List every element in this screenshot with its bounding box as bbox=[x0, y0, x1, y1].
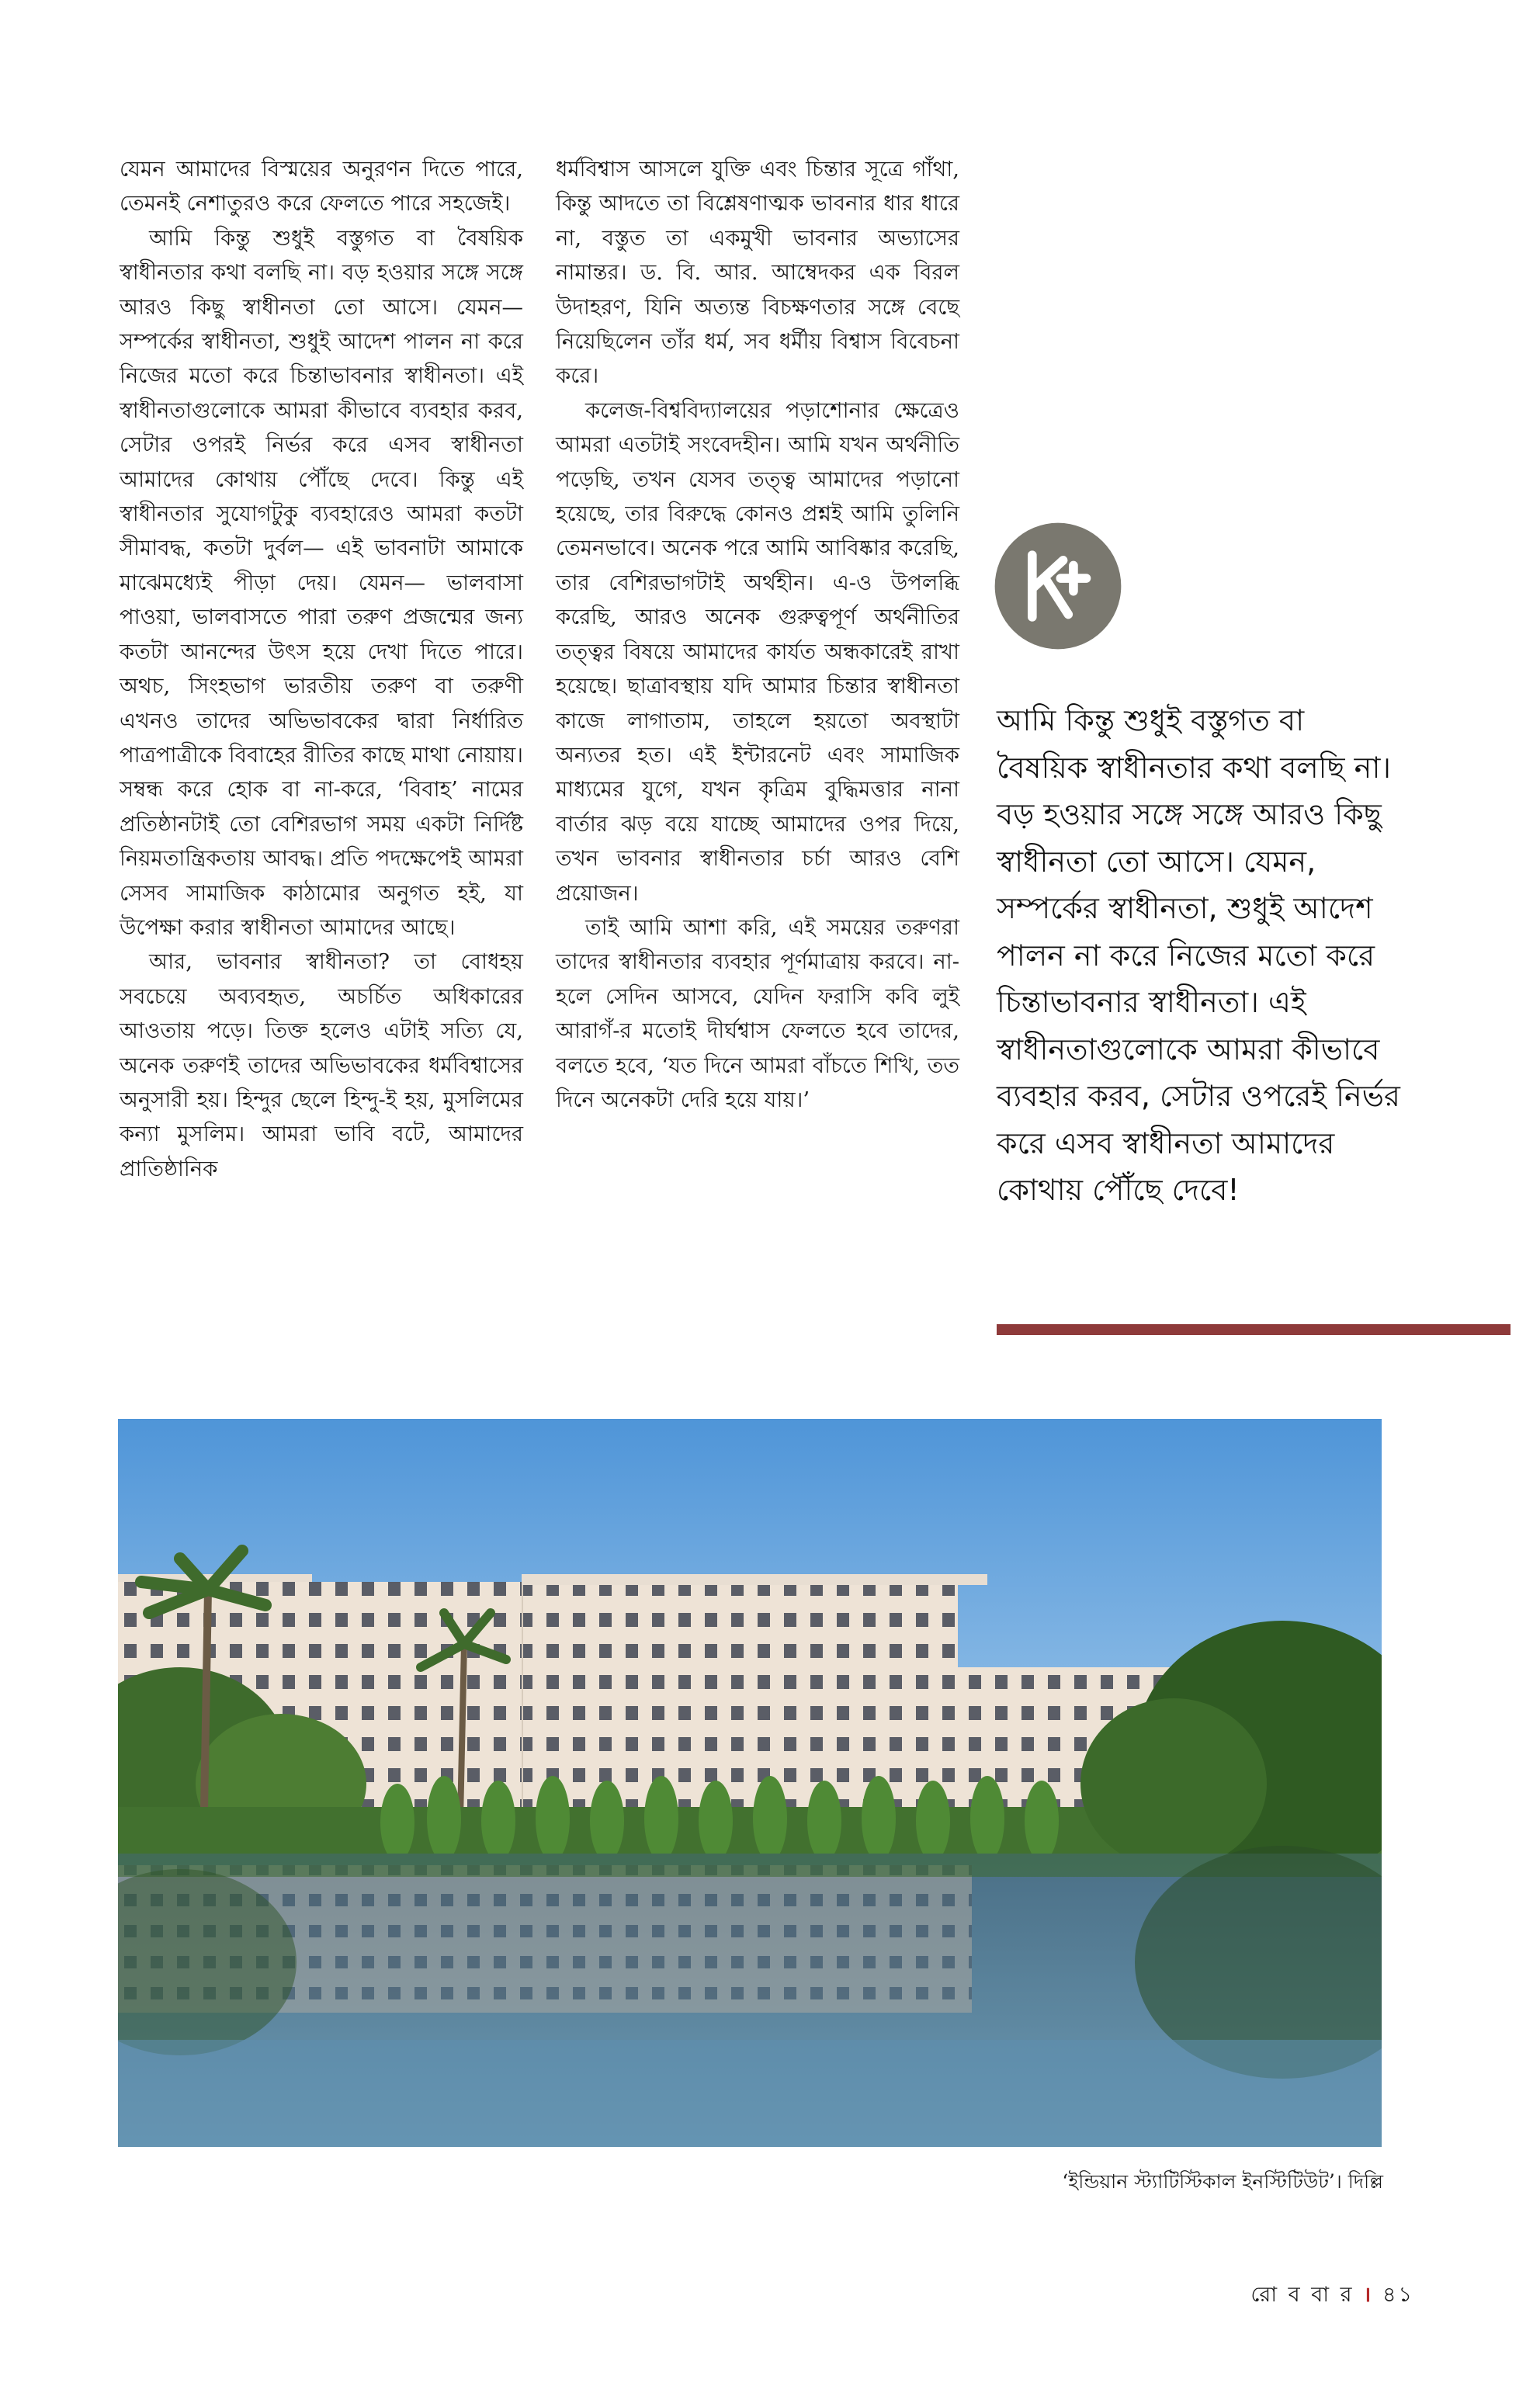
article-column-2 bbox=[556, 152, 959, 1117]
article-paragraph: ধর্মবিশ্বাস আসলে যুক্তি এবং চিন্তার সূত্রে গাঁথা, কিন্তু আদতে তা বিশ্লেষণাত্মক ভাবনার ধার ধারে না, বস্তুত তা একমুখী ভাবনার অভ্যাসের নামান্তর। ড. বি. আর. আম্বেদকর এক বিরল উদাহরণ, যিনি অত্যন্ত বিচক্ষণতার সঙ্গে বেছে নিয়েছিলেন তাঁর ধর্ম, সব ধর্মীয় বিশ্বাস বিবেচনা করে। bbox=[556, 157, 959, 389]
institute-photo bbox=[118, 1419, 1382, 2147]
logo-badge-icon bbox=[994, 522, 1122, 650]
article-paragraph: কলেজ-বিশ্ববিদ্যালয়ের পড়াশোনার ক্ষেত্রেও আমরা এতটাই সংবেদহীন। আমি যখন অর্থনীতি পড়েছি, তখন যেসব তত্ত্ব আমাদের পড়ানো হয়েছে, তার বিরুদ্ধে কোনও প্রশ্নই আমি তুলিনি তেমনভাবে। অনেক পরে আমি আবিষ্কার করেছি, তার বেশিরভাগটাই অর্থহীন। এ-ও উপলব্ধি করেছি, আরও অনেক গুরুত্বপূর্ণ অর্থনীতির তত্ত্বর বিষয়ে আমাদের কার্যত অন্ধকারেই রাখা হয়েছে। ছাত্রাবস্থায় যদি আমার চিন্তার স্বাধীনতা কাজে লাগাতাম, তাহলে হয়তো অবস্থাটা অন্যতর হত। এই ইন্টারনেট এবং সামাজিক মাধ্যমের যুগে, যখন কৃত্রিম বুদ্ধিমত্তার নানা বার্তার ঝড় বয়ে যাচ্ছে আমাদের ওপর দিয়ে, তখন ভাবনার স্বাধীনতার চর্চা আরও বেশি প্রয়োজন। bbox=[556, 397, 959, 906]
pull-quote-rule bbox=[997, 1324, 1511, 1335]
magazine-name: রো ব বা র bbox=[1250, 2283, 1354, 2307]
pull-quote: আমি কিন্তু শুধুই বস্তুগত বা বৈষয়িক স্বাধীনতার কথা বলছি না। বড় হওয়ার সঙ্গে সঙ্গে আরও কিছু স্বাধীনতা তো আসে। যেমন, সম্পর্কের স্বাধীনতা, শুধুই আদেশ পালন না করে নিজের মতো করে চিন্তাভাবনার স্বাধীনতা। এই স্বাধীনতাগুলোকে আমরা কীভাবে ব্যবহার করব, সেটার ওপরেই নির্ভর করে এসব স্বাধীনতা আমাদের কোথায় পৌঁছে দেবে! bbox=[997, 703, 1400, 1207]
article-paragraph: আমি কিন্তু শুধুই বস্তুগত বা বৈষয়িক স্বাধীনতার কথা বলছি না। বড় হওয়ার সঙ্গে সঙ্গে আরও কিছু স্বাধীনতা তো আসে। যেমন— সম্পর্কের স্বাধীনতা, শুধুই আদেশ পালন না করে নিজের মতো করে চিন্তাভাবনার স্বাধীনতা। এই স্বাধীনতাগুলোকে আমরা কীভাবে ব্যবহার করব, সেটার ওপরই নির্ভর করে এসব স্বাধীনতা আমাদের কোথায় পৌঁছে দেবে। কিন্তু এই স্বাধীনতার সুযোগটুকু ব্যবহারেও আমরা কতটা সীমাবদ্ধ, কতটা দুর্বল— এই ভাবনাটা আমাকে মাঝেমধ্যেই পীড়া দেয়। যেমন— ভালবাসা পাওয়া, ভালবাসতে পারা তরুণ প্রজন্মের জন্য কতটা আনন্দের উৎস হয়ে দেখা দিতে পারে। অথচ, সিংহভাগ ভারতীয় তরুণ বা তরুণী এখনও তাদের অভিভাবকের দ্বারা নির্ধারিত পাত্রপাত্রীকে বিবাহের রীতির কাছে মাথা নোয়ায়। সম্বন্ধ করে হোক বা না-করে, ‘বিবাহ’ নামের প্রতিষ্ঠানটাই তো বেশিরভাগ সময় একটা নির্দিষ্ট নিয়মতান্ত্রিকতায় আবদ্ধ। প্রতি পদক্ষেপেই আমরা সেসব সামাজিক কাঠামোর অনুগত হই, যা উপেক্ষা করার স্বাধীনতা আমাদের আছে। bbox=[120, 225, 523, 940]
photo-caption: ‘ইন্ডিয়ান স্ট্যাটিস্টিকাল ইনস্টিটিউট’। দিল্লি bbox=[1062, 2170, 1383, 2193]
page-folio bbox=[1211, 2282, 1414, 2308]
article-paragraph: যেমন আমাদের বিস্ময়ের অনুরণন দিতে পারে, তেমনই নেশাতুরও করে ফেলতে পারে সহজেই। bbox=[120, 157, 523, 217]
folio-separator: । bbox=[1363, 2283, 1374, 2307]
article-paragraph: তাই আমি আশা করি, এই সময়ের তরুণরা তাদের স্বাধীনতার ব্যবহার পূর্ণমাত্রায় করবে। না-হলে সেদিন আসবে, যেদিন ফরাসি কবি লুই আরাগঁ-র মতোই দীর্ঘশ্বাস ফেলতে হবে তাদের, বলতে হবে, ‘যত দিনে আমরা বাঁচতে শিখি, তত দিনে অনেকটা দেরি হয়ে যায়।’ bbox=[556, 914, 959, 1112]
article-column-1 bbox=[120, 152, 523, 1186]
page-number: ৪১ bbox=[1382, 2283, 1414, 2307]
article-paragraph: আর, ভাবনার স্বাধীনতা? তা বোধহয় সবচেয়ে অব্যবহৃত, অচর্চিত অধিকারের আওতায় পড়ে। তিক্ত হলেও এটাই সত্যি যে, অনেক তরুণই তাদের অভিভাবকের ধর্মবিশ্বাসের অনুসারী হয়। হিন্দুর ছেলে হিন্দু-ই হয়, মুসলিমের কন্যা মুসলিম। আমরা ভাবি বটে, আমাদের প্রাতিষ্ঠানিক bbox=[120, 949, 523, 1181]
